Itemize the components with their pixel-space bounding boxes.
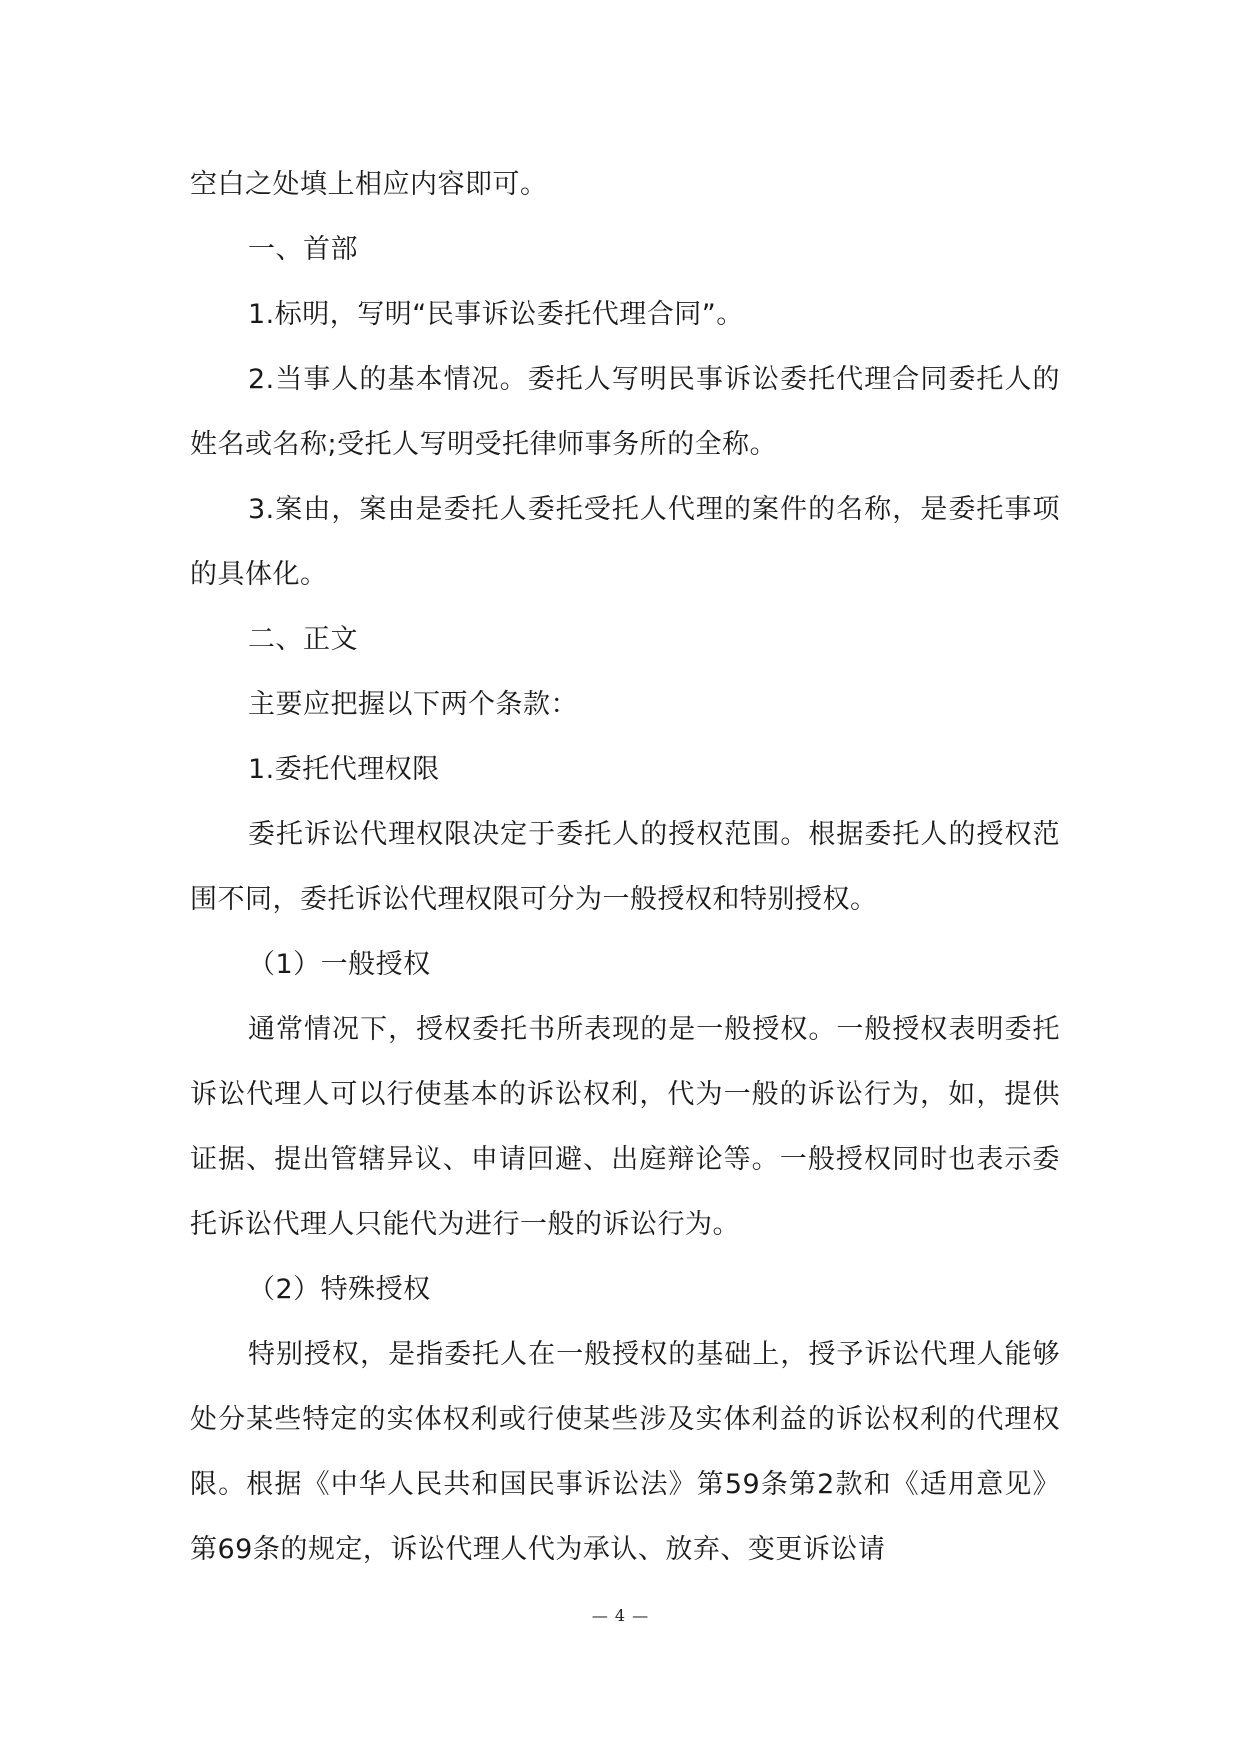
heading-body-section: 二、正文 [248, 624, 358, 655]
paragraph-clauses-intro: 主要应把握以下两个条款： [248, 689, 578, 720]
heading-agency-scope: 1.委托代理权限 [248, 754, 440, 785]
page-number: — 4 — [591, 1606, 650, 1625]
paragraph-title-item: 1.标明，写明“民事诉讼委托代理合同”。 [248, 299, 744, 330]
paragraph-general-authorization: 通常情况下，授权委托书所表现的是一般授权。一般授权表明委托诉讼代理人可以行使基本的诉讼权利，代为一般的诉讼行为，如，提供证据、提出管辖异议、申请回避、出庭辩论等。一般授权同时也表示委托诉讼代理人只能代为进行一般的诉讼行为。 [190, 1014, 1060, 1240]
document-body [190, 152, 1060, 1582]
heading-header-section: 一、首部 [248, 234, 358, 265]
heading-special-authorization: （2）特殊授权 [248, 1274, 431, 1305]
paragraph-parties-item: 2.当事人的基本情况。委托人写明民事诉讼委托代理合同委托人的姓名或名称;受托人写明受托律师事务所的全称。 [190, 364, 1060, 460]
paragraph-cause-item: 3.案由，案由是委托人委托受托人代理的案件的名称，是委托事项的具体化。 [190, 494, 1060, 590]
paragraph-agency-scope: 委托诉讼代理权限决定于委托人的授权范围。根据委托人的授权范围不同，委托诉讼代理权限可分为一般授权和特别授权。 [190, 819, 1060, 915]
heading-general-authorization: （1）一般授权 [248, 949, 431, 980]
paragraph-intro: 空白之处填上相应内容即可。 [190, 169, 548, 200]
paragraph-special-authorization: 特别授权，是指委托人在一般授权的基础上，授予诉讼代理人能够处分某些特定的实体权利或行使某些涉及实体利益的诉讼权利的代理权限。根据《中华人民共和国民事诉讼法》第59条第2款和《适用意见》第69条的规定，诉讼代理人代为承认、放弃、变更诉讼请 [190, 1339, 1060, 1565]
